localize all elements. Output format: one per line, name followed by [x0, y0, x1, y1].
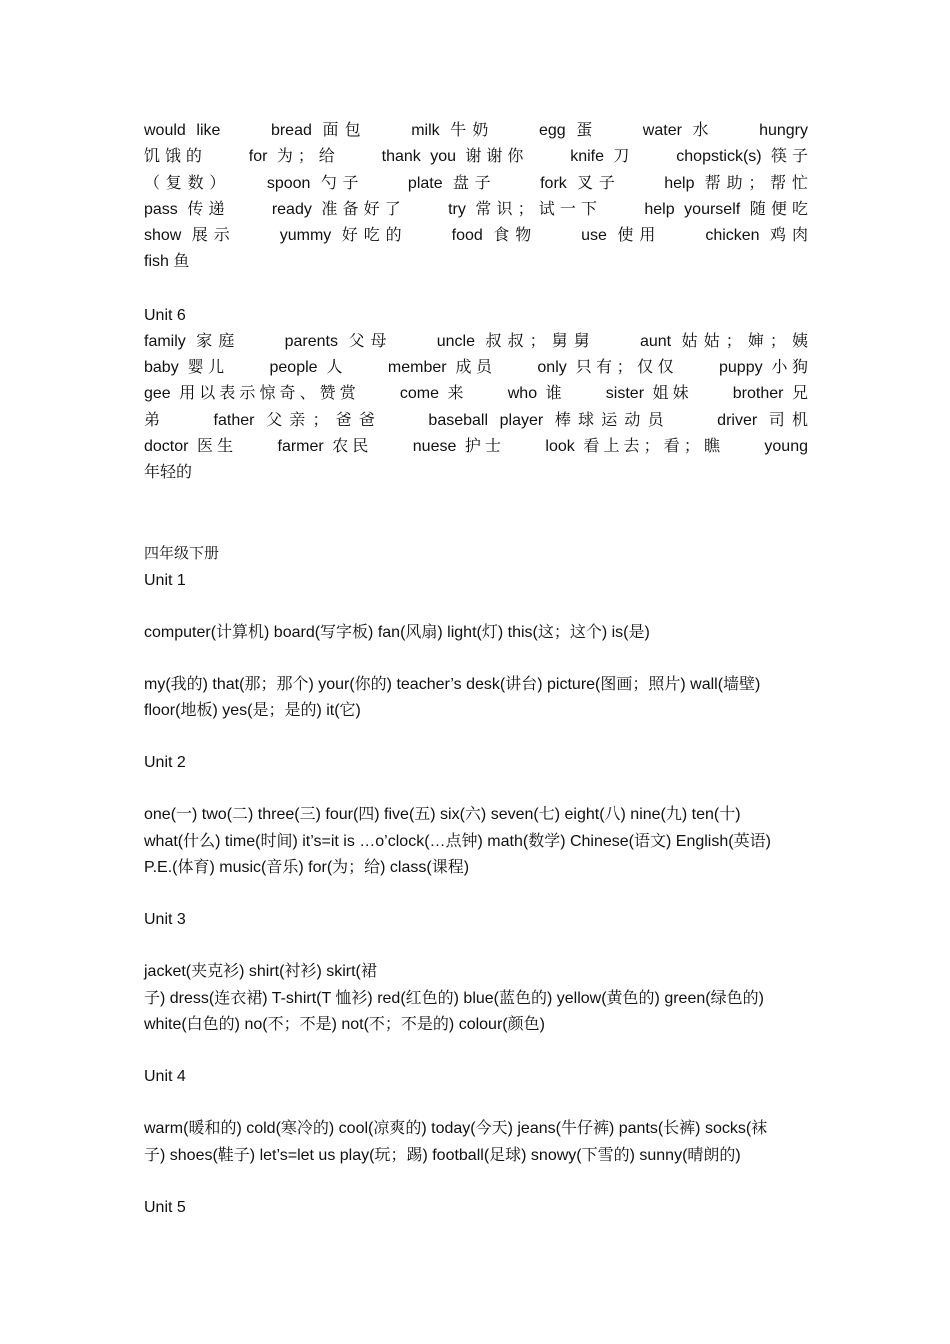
vocab-line: 弟 father 父亲；爸爸 baseball player 棒球运动员 driver 司机 [144, 411, 808, 429]
unit-title: Unit 4 [144, 1068, 186, 1086]
vocab-line: 子) shoes(鞋子) let’s=let us play(玩；踢) football(足球) snowy(下雪的) sunny(晴朗的) [144, 1146, 741, 1164]
vocab-line: P.E.(体育) music(音乐) for(为；给) class(课程) [144, 859, 470, 877]
vocab-line: gee 用以表示惊奇、赞赏 come 来 who 谁 sister 姐妹 brother 兄 [144, 385, 808, 403]
vocab-line: pass 传递 ready 准备好了 try 常识；试一下 help yourself 随便吃 [144, 200, 808, 218]
vocab-line: （复数） spoon 勺子 plate 盘子 fork 叉子 help 帮助；帮忙 [144, 174, 808, 192]
vocab-line: my(我的) that(那；那个) your(你的) teacher’s desk(讲台) picture(图画；照片) wall(墙壁) [144, 675, 761, 693]
unit-title: Unit 1 [144, 571, 186, 589]
unit-title: Unit 5 [144, 1198, 186, 1216]
vocab-line: floor(地板) yes(是；是的) it(它) [144, 702, 361, 720]
vocab-line: show 展示 yummy 好吃的 food 食物 use 使用 chicken 鸡肉 [144, 227, 808, 245]
vocab-line: doctor 医生 farmer 农民 nuese 护士 look 看上去；看；瞧 young [144, 437, 808, 455]
vocab-line: 年轻的 [144, 464, 193, 482]
vocab-line: what(什么) time(时间) it’s=it is …o’clock(…点钟) math(数学) Chinese(语文) English(英语) [144, 832, 771, 850]
grade-title: 四年级下册 [144, 543, 220, 562]
vocab-line: one(一) two(二) three(三) four(四) five(五) six(六) seven(七) eight(八) nine(九) ten(十) [144, 806, 741, 824]
vocab-line: fish 鱼 [144, 253, 190, 271]
vocab-line: white(白色的) no(不；不是) not(不；不是的) colour(颜色) [144, 1015, 545, 1033]
vocab-line: would like bread 面包 milk 牛奶 egg 蛋 water 水 hungry [144, 122, 808, 139]
vocab-section-food [144, 118, 808, 276]
unit-title: Unit 6 [144, 306, 186, 324]
vocab-line: warm(暖和的) cold(寒冷的) cool(凉爽的) today(今天) jeans(牛仔裤) pants(长裤) socks(袜 [144, 1120, 768, 1138]
vocab-line: 饥饿的 for 为；给 thank you 谢谢你 knife 刀 chopstick(s) 筷子 [144, 148, 808, 166]
unit-title: Unit 3 [144, 911, 186, 929]
vocab-line: jacket(夹克衫) shirt(衬衫) skirt(裙 [144, 963, 377, 981]
vocab-line: 子) dress(连衣裙) T-shirt(T 恤衫) red(红色的) blue(蓝色的) yellow(黄色的) green(绿色的) [144, 989, 764, 1007]
vocab-line: family 家庭 parents 父母 uncle 叔叔；舅舅 aunt 姑姑；婶；姨 [144, 332, 808, 350]
vocab-line: computer(计算机) board(写字板) fan(风扇) light(灯) this(这；这个) is(是) [144, 623, 650, 641]
vocab-section-unit6 [144, 303, 808, 487]
unit-title: Unit 2 [144, 754, 186, 772]
document-page [144, 118, 808, 1221]
vocab-line: baby 婴儿 people 人 member 成员 only 只有；仅仅 puppy 小狗 [144, 359, 808, 377]
